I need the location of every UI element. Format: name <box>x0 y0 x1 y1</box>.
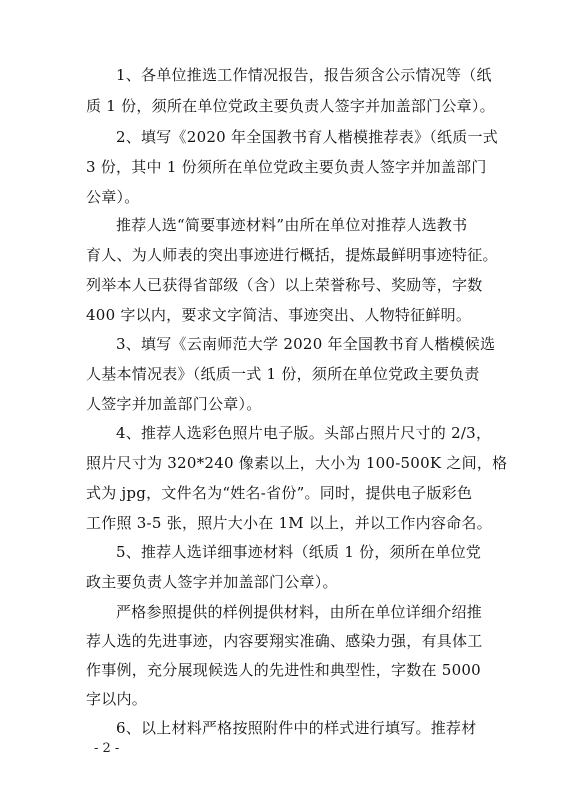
text-line-6: 推荐人选“简要事迹材料”由所在单位对推荐人选教书 <box>116 216 468 234</box>
text-line-15: 式为 jpg，文件名为“姓名-省份”。同时，提供电子版彩色 <box>86 484 473 502</box>
text-line-4: 3 份，其中 1 份须所在单位党政主要负责人签字并加盖部门 <box>86 158 487 176</box>
text-line-3: 2、填写《2020 年全国教书育人楷模推荐表》（纸质一式 <box>116 128 498 146</box>
text-line-17: 5、推荐人选详细事迹材料（纸质 1 份，须所在单位党 <box>116 543 482 561</box>
text-line-11: 人基本情况表》（纸质一式 1 份，须所在单位党政主要负责 <box>86 365 480 383</box>
text-line-8: 列举本人已获得省部级（含）以上荣誉称号、奖励等，字数 <box>86 276 483 294</box>
text-line-22: 字以内。 <box>86 690 148 708</box>
page-number: - 2 - <box>94 741 120 756</box>
text-line-12: 人签字并加盖部门公章）。 <box>86 395 262 413</box>
text-line-10: 3、填写《云南师范大学 2020 年全国教书育人楷模候选 <box>116 335 496 353</box>
text-line-21: 作事例，充分展现候选人的先进性和典型性，字数在 5000 <box>86 661 481 679</box>
text-line-2: 质 1 份，须所在单位党政主要负责人签字并加盖部门公章）。 <box>86 97 495 115</box>
text-line-16: 工作照 3-5 张，照片大小在 1M 以上，并以工作内容命名。 <box>86 514 492 532</box>
text-line-9: 400 字以内，要求文字简洁、事迹突出、人物特征鲜明。 <box>86 306 472 324</box>
text-line-5: 公章）。 <box>86 188 140 206</box>
text-line-14: 照片尺寸为 320*240 像素以上，大小为 100-500K 之间，格 <box>86 454 508 472</box>
text-line-18: 政主要负责人签字并加盖部门公章）。 <box>86 573 338 591</box>
text-line-19: 严格参照提供的样例提供材料，由所在单位详细介绍推 <box>116 603 483 621</box>
text-line-23: 6、以上材料严格按照附件中的样式进行填写。推荐材 <box>116 719 477 737</box>
text-line-13: 4、推荐人选彩色照片电子版。头部占照片尺寸的 2/3， <box>116 424 492 442</box>
text-line-20: 荐人选的先进事迹，内容要翔实准确、感染力强，有具体工 <box>86 632 483 650</box>
text-line-1: 1、各单位推选工作情况报告，报告须含公示情况等（纸 <box>116 66 492 84</box>
text-line-7: 育人、为人师表的突出事迹进行概括，提炼最鲜明事迹特征。 <box>86 246 498 264</box>
